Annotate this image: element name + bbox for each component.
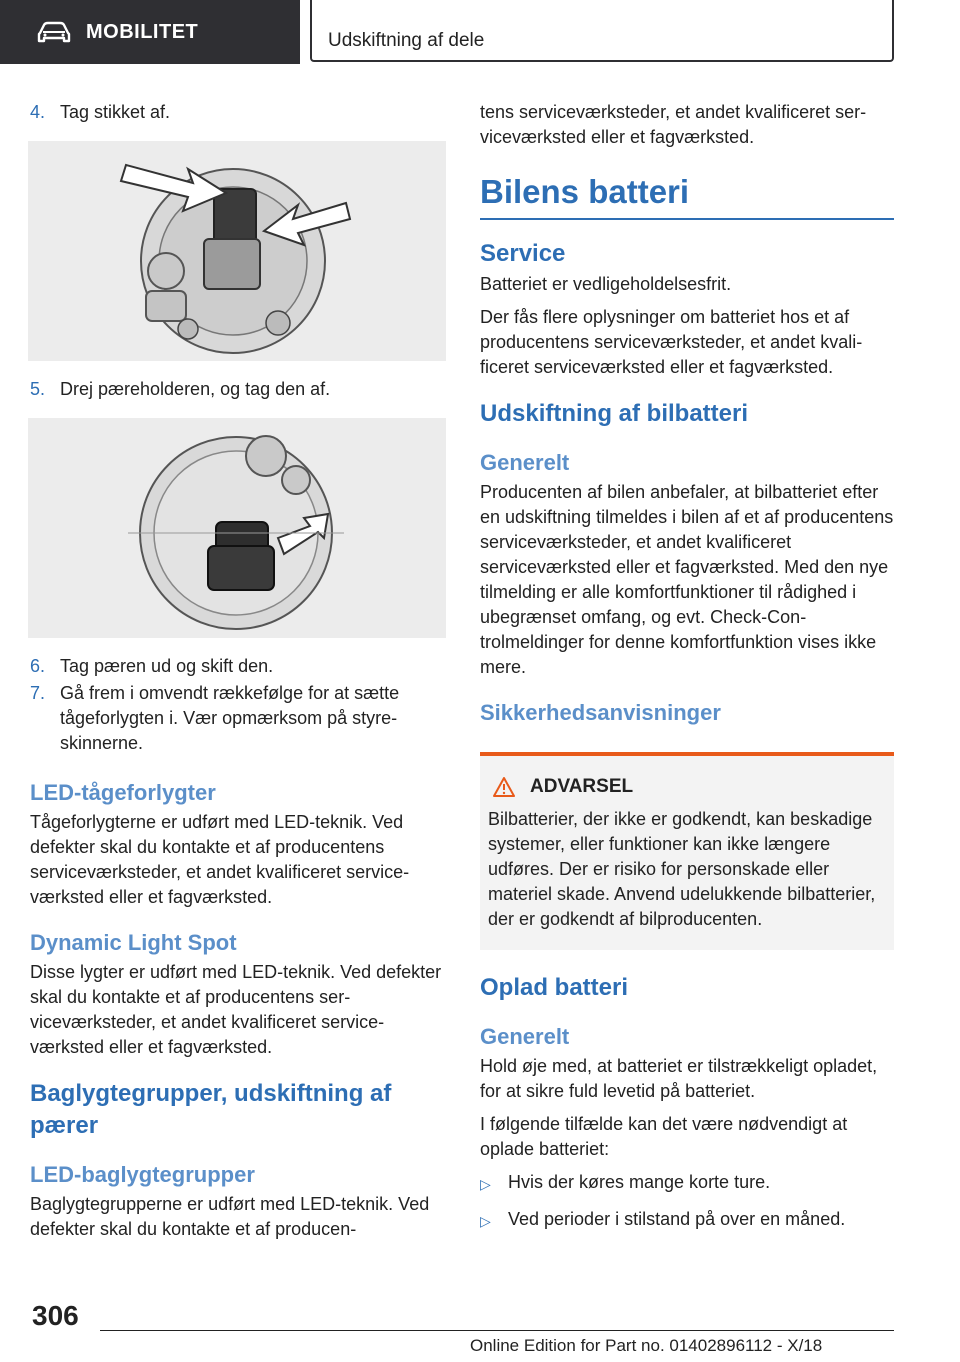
chapter-title-box [310, 0, 894, 62]
heading-dynamic-light: Dynamic Light Spot [30, 930, 237, 955]
step-5 [30, 377, 444, 402]
paragraph-rear-led: Baglygtegrupperne er udført med LED-teknik. Ved defekter skal du kontakte et af producen- [30, 1194, 430, 1239]
warning-box [480, 752, 894, 950]
paragraph-dynamic-light: Disse lygter er udført med LED-teknik. Ved defekter skal du kontakte et af producentens serviceværksteder, et andet kvalificeret serviceværksted eller et fagværksted. [30, 962, 442, 1057]
car-icon [36, 21, 72, 43]
paragraph-charge-1: Hold øje med, at batteriet er tilstrækkeligt opladet, for at sikre fuld levetid på batteriet. [480, 1056, 878, 1101]
footer-divider [100, 1330, 894, 1331]
warning-triangle-icon [492, 776, 516, 798]
figure-bulb-holder [28, 418, 446, 638]
paragraph-general: Producenten af bilen anbefaler, at bilbatteriet efter en udskiftning tilmeldes i bilen af et af producentens serviceværksteder, et andet kvalificeret serviceværksted eller et fagværksted. Med den nye tilmelding er alle komfortfunktioner til rådighed i ubegrænset omfang, og evt. Check-Controlmeldinger for denne komfortfunktion vises ikke mere. [480, 482, 894, 677]
figure-plug-removal [28, 141, 446, 361]
lamp-plug-illustration [28, 141, 444, 361]
section-label: MOBILITET [86, 20, 199, 43]
edition-text: Online Edition for Part no. 01402896112 - X/18 [470, 1336, 823, 1355]
warning-label: ADVARSEL [530, 776, 634, 797]
heading-safety: Sikkerhedsanvisninger [480, 700, 721, 725]
step-4 [30, 100, 444, 125]
paragraph-continued: tens serviceværksteder, et andet kvalificeret serviceværksted eller et fagværksted. [480, 102, 867, 147]
heading-charge-general: Generelt [480, 1024, 570, 1049]
section-tab [0, 0, 300, 64]
heading-rear-lights: Baglygtegrupper, udskiftning af pærer [30, 1080, 392, 1139]
step-number: 7. [30, 683, 46, 703]
list-item [480, 1207, 894, 1234]
page-number: 306 [32, 1300, 79, 1331]
right-column [480, 100, 894, 1244]
step-text: Tag pæren ud og skift den. [60, 656, 274, 676]
heading-rear-led: LED-baglygtegrupper [30, 1162, 255, 1187]
step-text: Gå frem i omvendt rækkefølge for at sætte tågeforlygten i. Vær opmærksom på styreskinnerne. [60, 683, 400, 753]
step-number: 6. [30, 656, 46, 676]
step-number: 5. [30, 379, 46, 399]
step-text: Drej pæreholderen, og tag den af. [60, 379, 331, 399]
left-column [30, 100, 444, 1250]
heading-battery: Bilens batteri [480, 172, 894, 220]
heading-general: Generelt [480, 450, 570, 475]
heading-replace-battery: Udskiftning af bilbatteri [480, 400, 749, 427]
list-item [480, 1170, 894, 1197]
bullet-text: Hvis der køres mange korte ture. [508, 1172, 771, 1192]
heading-led-fog: LED-tågeforlygter [30, 780, 216, 805]
heading-service: Service [480, 240, 566, 267]
step-6 [30, 654, 444, 679]
chapter-title: Udskiftning af dele [328, 30, 485, 51]
paragraph-service-1: Batteriet er vedligeholdelsesfrit. [480, 274, 732, 294]
step-number: 4. [30, 102, 46, 122]
bulb-holder-illustration [28, 418, 444, 638]
step-text: Tag stikket af. [60, 102, 171, 122]
bullet-marker: ▷ [480, 1213, 491, 1229]
paragraph-service-2: Der fås flere oplysninger om batteriet hos et af producentens serviceværksteder, et andet kvalificeret serviceværksted eller et fagværksted. [480, 307, 863, 377]
bullet-marker: ▷ [480, 1176, 491, 1192]
paragraph-charge-2: I følgende tilfælde kan det være nødvendigt at oplade batteriet: [480, 1114, 848, 1159]
paragraph-led-fog: Tågeforlygterne er udført med LED-teknik. Ved defekter skal du kontakte et af producentens serviceværksteder, et andet kvalificeret serviceværksted eller et fagværksted. [30, 812, 410, 907]
heading-charge-battery: Oplad batteri [480, 974, 629, 1001]
warning-header [488, 774, 884, 799]
bullet-text: Ved perioder i stilstand på over en måned. [508, 1209, 846, 1229]
step-7 [30, 681, 444, 756]
warning-text: Bilbatterier, der ikke er godkendt, kan beskadige systemer, eller funktioner kan ikke længere udføres. Der er risiko for personskade eller materiel skade. Anvend udelukkende bilbatterier, der er godkendt af bilproducenten. [488, 809, 876, 929]
